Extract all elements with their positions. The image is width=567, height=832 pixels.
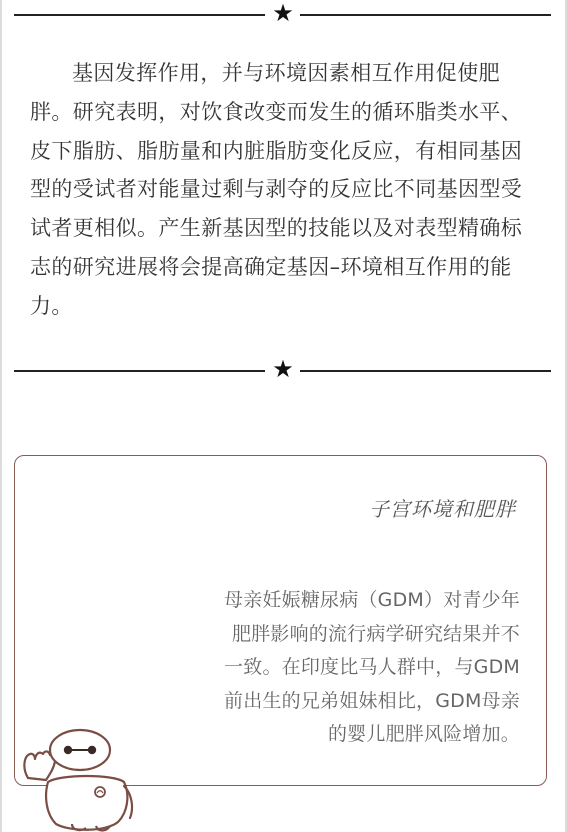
divider-line-left	[14, 370, 265, 372]
page-frame-left	[0, 0, 2, 832]
card-title: 子宫环境和肥胖	[369, 497, 516, 521]
card-line: 的婴儿肥胖风险增加。	[327, 723, 520, 745]
card-line: 前出生的兄弟姐妹相比，GDM母亲	[224, 689, 520, 712]
intro-paragraph: 基因发挥作用，并与环境因素相互作用促使肥胖。研究表明，对饮食改变而发生的循环脂类水平、皮下脂肪、脂肪量和内脏脂肪变化反应，有相同基因型的受试者对能量过剩与剥夺的反应比不同基因型受试者更相似。产生新基因型的技能以及对表型精确标志的研究进展将会提高确定基因–环境相互作用的能力。	[30, 61, 523, 318]
card-line: 母亲妊娠糖尿病（GDM）对青少年	[224, 589, 520, 611]
card-line: 一致。在印度比马人群中，与GDM	[224, 656, 520, 678]
star-divider-bottom	[14, 355, 551, 383]
divider-line-right	[300, 370, 551, 372]
card-body	[160, 584, 520, 752]
card-line: 肥胖影响的流行病学研究结果并不	[231, 622, 520, 645]
divider-line-right	[300, 14, 551, 16]
waving-robot-mascot-icon	[14, 720, 144, 832]
star-divider-top	[14, 0, 551, 27]
divider-line-left	[14, 14, 265, 16]
star-icon: ★	[272, 0, 294, 27]
star-icon: ★	[272, 355, 294, 383]
